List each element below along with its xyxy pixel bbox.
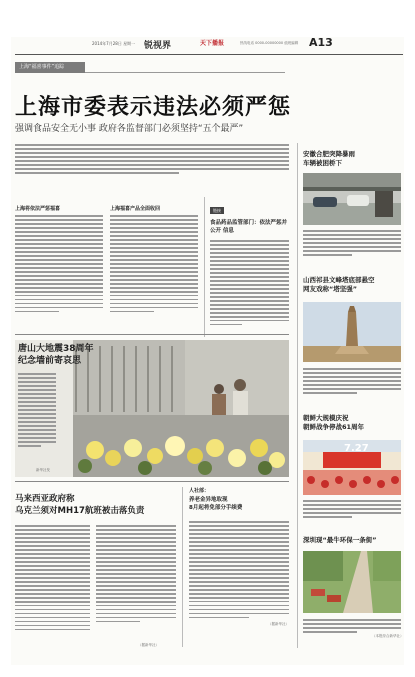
hefei-flood-photo: [303, 173, 401, 225]
hefei-text: [303, 230, 401, 256]
phone-line: 热线电话 0000-00000000 值班编辑: [240, 41, 299, 45]
hefei-title-line-2: 车辆被困桥下: [303, 159, 342, 167]
wenfeng-text: [303, 368, 401, 394]
pension-kicker: 人社部：: [189, 488, 210, 494]
lead-sidebar: [204, 197, 289, 337]
lead-column-2-title: 上海福喜产品全面收回: [110, 206, 161, 212]
photo-caption-text: [18, 373, 56, 447]
pension-text: [189, 521, 289, 618]
malaysia-title-line-2: 乌克兰须对MH17航班被击落负责: [15, 506, 145, 516]
photo-title-line-2: 纪念墙前寄哀思: [18, 356, 82, 366]
dprk-title-line-2: 朝鲜战争停战61周年: [303, 423, 365, 431]
lead-column-1-title: 上海将依法严惩福喜: [15, 206, 61, 212]
dprk-date-sign: 7.27: [344, 443, 369, 454]
paper-logo: 天下播报: [200, 40, 225, 47]
shenzhen-story-title: 深圳现“最牛环保一条街”: [303, 536, 377, 544]
pension-title-line-1: 养老金异地取现: [189, 497, 228, 503]
photo-title-line-1: 唐山大地震38周年: [18, 344, 94, 354]
pension-credit: （据新华社）: [268, 622, 289, 627]
lead-column-1-text: [15, 215, 103, 312]
sidebar-text: [210, 240, 289, 325]
shenzhen-credit: （本报综合新华社）: [372, 634, 404, 638]
right-column-divider: [297, 143, 298, 648]
malaysia-story-title: [15, 493, 144, 517]
page-number: A13: [309, 36, 333, 49]
banner-rule: [85, 72, 285, 73]
topic-banner: 上海“福喜事件”追踪: [15, 62, 85, 73]
dprk-text: [303, 500, 401, 518]
malaysia-credit: （据新华社）: [138, 643, 159, 647]
hefei-title-line-1: 安徽合肥突降暴雨: [303, 150, 355, 158]
wenfeng-tower-photo: [303, 302, 401, 362]
lead-lede-text: [15, 144, 289, 189]
wenfeng-tower-story-title: [303, 276, 375, 294]
hefei-story-title: [303, 150, 355, 168]
lead-subhead: 强调食品安全无小事 政府各监督部门必须坚持“五个最严”: [15, 124, 244, 134]
shenzhen-text: [303, 619, 401, 633]
sidebar-title: 食品药品监管部门：依法严惩并公开 信息: [210, 220, 288, 234]
section-rule: [15, 334, 289, 335]
issue-date: 2014年7月28日 星期一: [92, 41, 136, 46]
pension-title-line-2: 8月起将免部分手续费: [189, 505, 243, 511]
malaysia-text-col-1: [15, 525, 90, 630]
shenzhen-street-photo: [303, 551, 401, 613]
header-rule: [15, 54, 403, 55]
sidebar-kicker: 链接: [210, 207, 224, 214]
photo-credit: 新华社发: [36, 468, 50, 472]
wenfeng-title-line-1: 山西祁县文峰塔底部悬空: [303, 276, 375, 284]
pension-story: [182, 487, 289, 647]
pension-title: [189, 496, 289, 512]
dprk-story-title: [303, 414, 364, 432]
wenfeng-title-line-2: 网友戏称“塔坚强”: [303, 285, 358, 293]
lead-headline: 上海市委表示违法必须严惩: [15, 94, 292, 120]
malaysia-title-line-1: 马来西亚政府称: [15, 494, 75, 504]
dprk-title-line-1: 朝鲜大规模庆祝: [303, 414, 349, 422]
bottom-rule: [15, 481, 289, 482]
photo-story-title: [18, 343, 94, 367]
lead-column-2-text: [110, 215, 198, 312]
malaysia-text-col-2: [96, 525, 176, 622]
section-name: 锐视界: [144, 41, 172, 51]
